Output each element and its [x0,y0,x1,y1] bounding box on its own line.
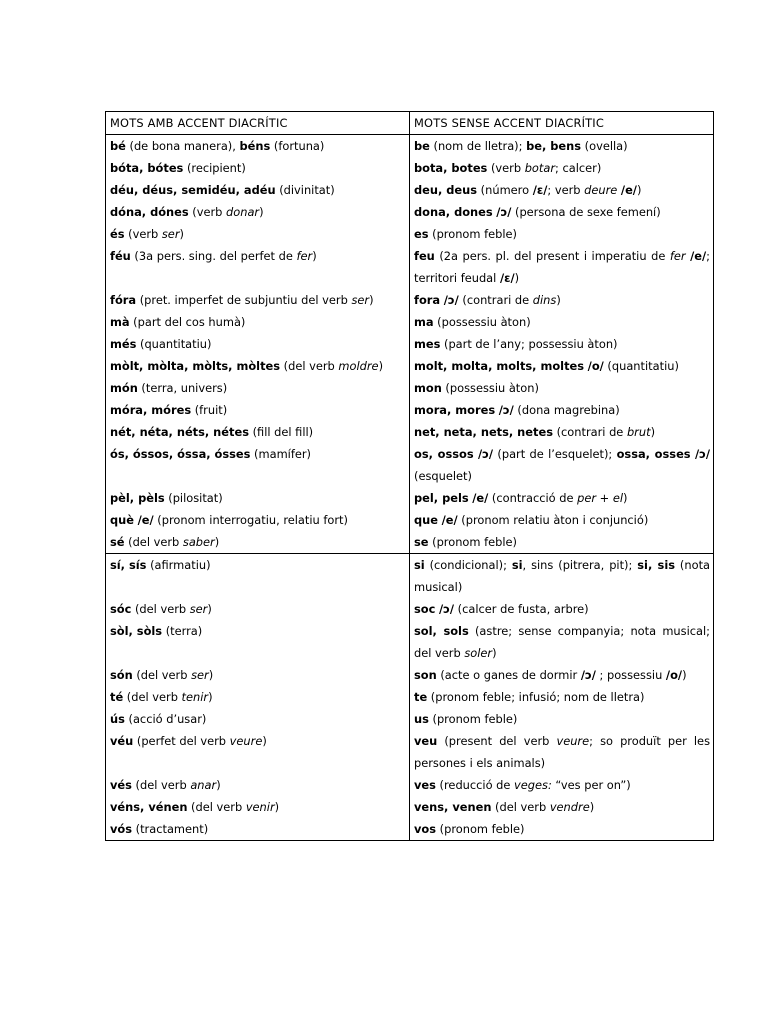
table-row [106,157,714,179]
table-row [106,664,714,686]
headword: veu [414,734,438,748]
gloss-text: ; calcer) [555,161,602,175]
gloss-text: ) [262,734,267,748]
gloss-text: (del verb [131,778,191,792]
word-with-accent-cell [106,223,410,245]
headword: be, bens [526,139,582,153]
gloss-text: ) [378,359,384,373]
gloss-text: (pilositat) [164,491,223,505]
word-with-accent-cell [106,157,410,179]
gloss-text: (mamífer) [250,447,311,461]
headword: ossa, osses [616,447,691,461]
table-row [106,135,714,158]
headword: deu, deus [414,183,478,197]
headword: què [110,513,134,527]
italic-term: anar [190,778,217,792]
gloss-text: (condicional); [424,558,512,572]
gloss-text: (possessiu àton) [433,315,531,329]
headword: són [110,668,133,682]
italic-term: deure [584,183,618,197]
gloss-text: ) [312,249,317,263]
gloss-text: ; so produït per les persones i els animals) [414,734,711,770]
table-row [106,487,714,509]
word-without-accent-cell [410,686,714,708]
word-with-accent-cell [106,796,410,818]
word-with-accent-cell [106,509,410,531]
table-row [106,443,714,487]
headword: vós [110,822,133,836]
headword: os, ossos [414,447,474,461]
gloss-text: ) [216,778,221,792]
gloss-text: (terra) [162,624,203,638]
word-with-accent-cell [106,818,410,841]
gloss-text: ) [214,535,220,549]
headword: bóta, bótes [110,161,184,175]
headword: és [110,227,125,241]
headword: se [414,535,429,549]
italic-term: veure [229,734,263,748]
headword: si [511,558,523,572]
headword: véns, vénen [110,800,188,814]
headword: sol, sols [414,624,469,638]
table-row [106,509,714,531]
word-with-accent-cell [106,399,410,421]
table-row [106,245,714,289]
table-row [106,796,714,818]
gloss-text: (part del cos humà) [129,315,246,329]
word-without-accent-cell [410,135,714,158]
headword: sé [110,535,125,549]
headword: sòl, sòls [110,624,163,638]
italic-term: fer [296,249,313,263]
headword: /ɔ/ [498,403,514,417]
word-without-accent-cell [410,179,714,201]
word-with-accent-cell [106,730,410,774]
headword: /o/ [587,359,604,373]
word-with-accent-cell [106,487,410,509]
header-with-accent: MOTS AMB ACCENT DIACRÍTIC [106,112,410,135]
headword: bé [110,139,126,153]
gloss-text: (del verb [131,602,190,616]
table-row [106,774,714,796]
headword: be [414,139,430,153]
gloss-text: (reducció de [435,778,515,792]
gloss-text: ) [274,800,280,814]
gloss-text: (nom de lletra); [429,139,527,153]
headword: ús [110,712,125,726]
gloss-text: (del verb [132,668,192,682]
table-row [106,531,714,554]
word-without-accent-cell [410,421,714,443]
headword: que [414,513,438,527]
italic-term: fer [669,249,686,263]
table-row [106,355,714,377]
headword: son [414,668,437,682]
italic-term: per + el [577,491,623,505]
word-without-accent-cell [410,377,714,399]
gloss-text: (pronom relatiu àton i conjunció) [457,513,649,527]
gloss-text: ; verb [547,183,585,197]
gloss-text: (part de l’any; possessiu àton) [440,337,618,351]
headword: món [110,381,138,395]
table-row [106,730,714,774]
word-without-accent-cell [410,245,714,289]
word-with-accent-cell [106,245,410,289]
gloss-text: (ovella) [581,139,628,153]
table-row [106,223,714,245]
table-row [106,201,714,223]
gloss-text: ) [208,668,214,682]
headword: fora [414,293,441,307]
word-without-accent-cell [410,664,714,686]
headword: mòlt, mòlta, mòlts, mòltes [110,359,281,373]
word-without-accent-cell [410,399,714,421]
gloss-text: , sins (pitrera, pit); [522,558,638,572]
word-without-accent-cell [410,598,714,620]
italic-term: tenir [181,690,209,704]
headword: mora, mores [414,403,496,417]
headword: vos [414,822,437,836]
word-without-accent-cell [410,554,714,599]
word-with-accent-cell [106,620,410,664]
gloss-text: ) [682,668,687,682]
gloss-text: (del verb [280,359,339,373]
headword: /ɛ/ [499,271,515,285]
gloss-text: (pronom interrogatiu, relatiu fort) [153,513,348,527]
headword: déu, déus, semidéu, adéu [110,183,276,197]
gloss-text: (possessiu àton) [441,381,539,395]
headword: béns [239,139,271,153]
word-with-accent-cell [106,664,410,686]
headword: mes [414,337,441,351]
gloss-text: (present del verb [437,734,557,748]
headword: /e/ [690,249,707,263]
word-without-accent-cell [410,333,714,355]
gloss-text: (del verb [491,800,550,814]
word-with-accent-cell [106,598,410,620]
headword: /ɔ/ [694,447,711,461]
gloss-text: (part de l’esquelet); [493,447,617,461]
table-row [106,598,714,620]
headword: bota, botes [414,161,488,175]
table-row [106,686,714,708]
word-without-accent-cell [410,509,714,531]
word-without-accent-cell [410,818,714,841]
headword: ma [414,315,434,329]
gloss-text: (pronom feble) [436,822,525,836]
gloss-text: (dona magrebina) [513,403,620,417]
gloss-text: (verb [487,161,525,175]
word-without-accent-cell [410,708,714,730]
italic-term: dins [532,293,557,307]
headword: soc [414,602,436,616]
gloss-text: (pronom feble) [428,712,518,726]
gloss-text: ; territori feudal [414,249,711,285]
gloss-text: (calcer de fusta, arbre) [454,602,589,616]
word-with-accent-cell [106,355,410,377]
gloss-text: (quantitatiu) [603,359,679,373]
word-without-accent-cell [410,311,714,333]
headword: feu [414,249,435,263]
word-without-accent-cell [410,289,714,311]
table-row [106,818,714,841]
word-without-accent-cell [410,223,714,245]
italic-term: soler [464,646,493,660]
italic-term: veure [556,734,590,748]
headword: vés [110,778,132,792]
diacritic-accent-table [105,111,714,841]
headword: pèl, pèls [110,491,165,505]
word-without-accent-cell [410,157,714,179]
headword: féu [110,249,131,263]
word-with-accent-cell [106,135,410,158]
gloss-text: ) [179,227,184,241]
gloss-text: (verb [188,205,227,219]
word-without-accent-cell [410,443,714,487]
headword: si [414,558,425,572]
gloss-text: ) [492,646,497,660]
headword: /ɛ/ [532,183,548,197]
word-without-accent-cell [410,730,714,774]
headword: dóna, dónes [110,205,189,219]
headword: es [414,227,429,241]
gloss-text: ) [589,800,595,814]
word-without-accent-cell [410,355,714,377]
gloss-text: (de bona manera), [125,139,240,153]
word-with-accent-cell [106,774,410,796]
headword: ós, óssos, óssa, ósses [110,447,251,461]
italic-term: ser [351,293,370,307]
headword: dona, dones [414,205,493,219]
headword: pel, pels [414,491,469,505]
gloss-text: (afirmatiu) [146,558,211,572]
italic-term: moldre [338,359,379,373]
headword: /ɔ/ [438,602,455,616]
headword: /o/ [665,668,683,682]
gloss-text: (2a pers. pl. del present i imperatiu de [434,249,670,263]
gloss-text: (pronom feble) [428,535,517,549]
headword: té [110,690,124,704]
italic-term: brut [626,425,651,439]
table-row [106,179,714,201]
headword: molt, molta, molts, moltes [414,359,585,373]
headword: mà [110,315,130,329]
gloss-text: (acte o ganes de dormir [436,668,581,682]
word-with-accent-cell [106,686,410,708]
gloss-text: ) [207,602,212,616]
word-with-accent-cell [106,377,410,399]
headword: /e/ [441,513,458,527]
word-without-accent-cell [410,774,714,796]
gloss-text: ) [208,690,213,704]
headword: vens, venen [414,800,492,814]
gloss-text: ) [556,293,561,307]
headword: /ɔ/ [580,668,596,682]
headword: si, sis [637,558,676,572]
headword: /e/ [137,513,154,527]
gloss-text: ; possessiu [595,668,666,682]
table-row [106,708,714,730]
gloss-text: (del verb [123,690,182,704]
gloss-text: (divinitat) [275,183,335,197]
word-without-accent-cell [410,487,714,509]
gloss-text: ) [636,183,642,197]
word-without-accent-cell [410,531,714,554]
italic-term: donar [226,205,260,219]
gloss-text: “ves per on”) [551,778,631,792]
gloss-text: (del verb [124,535,183,549]
word-with-accent-cell [106,333,410,355]
italic-term: vendre [549,800,590,814]
gloss-text: (acció d’usar) [124,712,207,726]
headword: ves [414,778,436,792]
table-row [106,554,714,599]
gloss-text: (recipient) [183,161,246,175]
headword: /e/ [620,183,637,197]
word-without-accent-cell [410,796,714,818]
headword: /e/ [472,491,489,505]
headword: us [414,712,429,726]
gloss-text: (esquelet) [414,469,472,483]
italic-term: ser [191,668,209,682]
table-row [106,289,714,311]
gloss-text: (fortuna) [270,139,325,153]
table-row [106,377,714,399]
table-row [106,311,714,333]
gloss-text: (fill del fill) [248,425,314,439]
gloss-text: (pronom feble) [428,227,517,241]
gloss-text: (del verb [187,800,246,814]
gloss-text: ) [623,491,628,505]
headword: /ɔ/ [443,293,459,307]
word-with-accent-cell [106,289,410,311]
headword: /ɔ/ [496,205,512,219]
headword: net, neta, nets, netes [414,425,553,439]
header-without-accent: MOTS SENSE ACCENT DIACRÍTIC [410,112,714,135]
headword: mon [414,381,442,395]
table-row [106,421,714,443]
headword: més [110,337,137,351]
word-with-accent-cell [106,554,410,599]
word-with-accent-cell [106,311,410,333]
italic-term: ser [189,602,208,616]
headword: sóc [110,602,132,616]
italic-term: botar [524,161,556,175]
gloss-text: (terra, univers) [137,381,228,395]
gloss-text: (3a pers. sing. del perfet de [130,249,297,263]
gloss-text: ) [650,425,656,439]
gloss-text: (número [477,183,533,197]
gloss-text: (astre; sense companyia; nota musical; del verb [414,624,710,660]
word-with-accent-cell [106,421,410,443]
gloss-text: ) [369,293,374,307]
word-with-accent-cell [106,179,410,201]
table-row [106,620,714,664]
gloss-text: (contrari de [458,293,533,307]
gloss-text: (contracció de [488,491,578,505]
gloss-text: (verb [124,227,162,241]
gloss-text: (perfet del verb [133,734,230,748]
gloss-text: (pret. imperfet de subjuntiu del verb [136,293,352,307]
word-with-accent-cell [106,708,410,730]
headword: nét, néta, néts, nétes [110,425,249,439]
italic-term: ser [161,227,180,241]
gloss-text: (fruit) [191,403,228,417]
gloss-text: (pronom feble; infusió; nom de lletra) [427,690,645,704]
gloss-text: (quantitatiu) [136,337,212,351]
header-row [106,112,714,135]
word-with-accent-cell [106,201,410,223]
headword: sí, sís [110,558,147,572]
word-without-accent-cell [410,620,714,664]
italic-term: veges: [514,778,552,792]
italic-term: venir [245,800,275,814]
gloss-text: ) [514,271,520,285]
headword: móra, móres [110,403,192,417]
headword: te [414,690,428,704]
gloss-text: (nota musical) [414,558,711,594]
word-with-accent-cell [106,531,410,554]
italic-term: saber [182,535,215,549]
gloss-text: (contrari de [552,425,627,439]
table-row [106,399,714,421]
table-row [106,333,714,355]
headword: véu [110,734,134,748]
gloss-text: ) [259,205,264,219]
gloss-text: (tractament) [132,822,209,836]
table-body [106,135,714,841]
headword: /ɔ/ [477,447,494,461]
word-with-accent-cell [106,443,410,487]
gloss-text: (persona de sexe femení) [511,205,661,219]
headword: fóra [110,293,137,307]
word-without-accent-cell [410,201,714,223]
